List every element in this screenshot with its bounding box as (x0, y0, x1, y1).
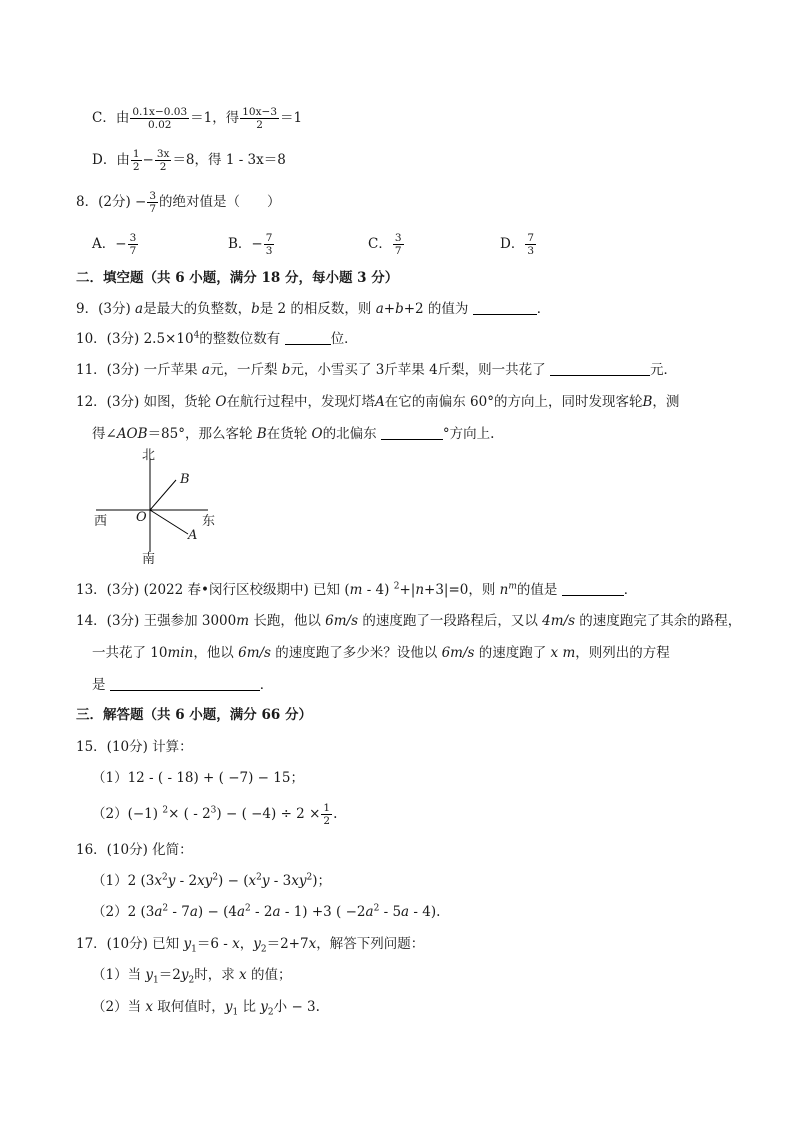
label-point-b: B (180, 472, 190, 487)
q8-option-c[interactable]: C． $\frac{3}{7}$ (368, 232, 402, 257)
q12-line1: 12．(3分) 如图，货轮 O在航行过程中，发现灯塔A在它的南偏东 60°的方向上，同时发现客轮B，测 (76, 394, 680, 410)
answer-blank[interactable] (473, 300, 537, 315)
q15-stem: 15．(10分) 计算： (76, 739, 193, 755)
fraction: $\frac{3}{7}$ (149, 190, 157, 215)
q10: 10．(3分) $2.5\times 10^4$的整数位数有 位． (76, 330, 358, 347)
fraction: $\frac{0.1x-0.03}{0.02}$ (132, 106, 188, 131)
q11: 11．(3分) 一斤苹果 a元，一斤梨 b元，小雪买了 3斤苹果 4斤梨，则一共花了 元． (76, 362, 677, 378)
answer-blank[interactable] (550, 361, 650, 376)
label-point-a: A (188, 528, 198, 543)
q13: 13．(3分) (2022 春•闵行区校级期中) 已知 (m - 4) $^2$+|n+3|=0，则 $n^m$的值是 ． (76, 581, 638, 598)
q14-line2: 一共花了 10min，他以 6m/s 的速度跑了多少米？设他以 6m/s 的速度跑了 x m，则列出的方程 (92, 645, 670, 661)
q8-option-b[interactable]: B．− $\frac{7}{3}$ (228, 232, 273, 257)
q16-stem: 16．(10分) 化简： (76, 842, 193, 858)
q8-option-d[interactable]: D． $\frac{7}{3}$ (500, 232, 535, 257)
compass-diagram (90, 450, 230, 570)
q17-stem: 17．(10分) 已知 $y_1=6 - x$，$y_2=2+7x$，解答下列问题： (76, 936, 425, 955)
q16-part1: （1）2 $(3x^2y - 2xy^2) - (x^2y - 3xy^2)$； (92, 872, 331, 889)
q9: 9．(3分) a是最大的负整数，b是 2 的相反数，则 a+b+2 的值为 ． (76, 301, 551, 317)
answer-blank[interactable] (285, 330, 331, 345)
q17-part1: （1）当 $y_1=2y_2$时，求 x 的值； (92, 967, 292, 986)
label-east: 东 (202, 514, 216, 529)
answer-blank[interactable] (110, 676, 260, 691)
label-north: 北 (142, 448, 156, 463)
q14-line1: 14．(3分) 王强参加 3000m 长跑，他以 6m/s 的速度跑了一段路程后，又以 4m/s 的速度跑完了其余的路程， (76, 613, 742, 629)
q7-option-d: D．由 $\frac{1}{2}$ − $\frac{3x}{2}$ ＝8，得 1 - 3x＝8 (92, 148, 286, 173)
section-heading-fill-in: 二．填空题（共 6 小题，满分 18 分，每小题 3 分） (76, 270, 399, 286)
label-west: 西 (94, 514, 108, 529)
fraction: $\frac{3x}{2}$ (156, 148, 170, 173)
ray-oa (150, 510, 188, 534)
q8-option-a[interactable]: A．− $\frac{3}{7}$ (92, 232, 137, 257)
q15-part1: （1）12 - ( - 18) + ( −7) − 15； (92, 770, 304, 786)
q8-stem: 8．(2分) − $\frac{3}{7}$ 的绝对值是（ ） (76, 190, 281, 215)
q17-part2: （2）当 x 取何值时，$y_1$ 比 $y_2$小 − 3. (92, 999, 320, 1018)
answer-blank[interactable] (562, 581, 624, 596)
fraction: $\frac{10x-3}{2}$ (242, 106, 277, 131)
label-south: 南 (142, 552, 156, 567)
q7-option-c: C．由 $\frac{0.1x-0.03}{0.02}$ ＝1，得 $\frac{10x-3}{2}$ ＝1 (92, 106, 303, 131)
q12-line2: 得∠AOB＝85°，那么客轮 B在货轮 O的北偏东 °方向上. (92, 426, 495, 442)
ray-ob (150, 480, 176, 510)
fraction: $\frac{1}{2}$ (132, 148, 140, 173)
answer-blank[interactable] (381, 425, 443, 440)
section-heading-solve: 三．解答题（共 6 小题，满分 66 分） (76, 707, 312, 723)
q15-part2: （2）(−1) $^2$× ( - $2^3$) − ( −4) ÷ 2 × $\frac{1}{2}$ . (92, 802, 338, 827)
q14-line3: 是 ． (92, 677, 274, 693)
q16-part2: （2）2 $(3a^2 - 7a) - (4a^2 - 2a - 1) +3$ ( $-2a^2 - 5a - 4$). (92, 903, 441, 920)
label-origin: O (136, 510, 147, 525)
